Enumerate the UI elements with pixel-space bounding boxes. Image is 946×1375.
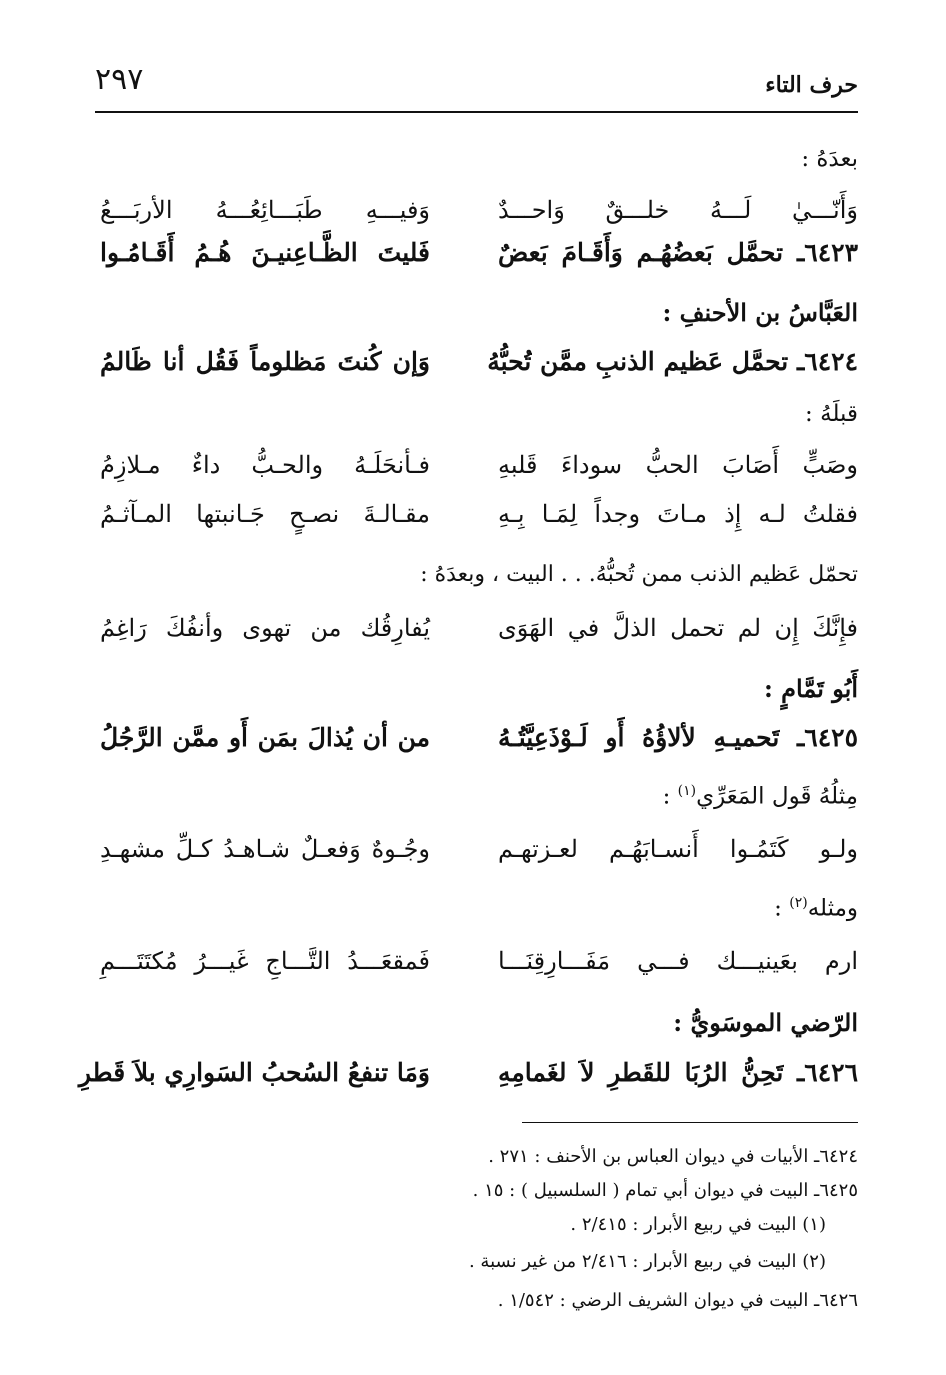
verse-hemistich: وصَبٍّ أَصَابَ الحبُّ سوداءَ قَلبهِ xyxy=(498,451,858,479)
footnote: ٦٤٢٤ـ الأبيات في ديوان العباس بن الأحنف : ٢٧١ . xyxy=(488,1146,858,1167)
intro-text: مِثلُهُ قَول المَعَرِّي xyxy=(696,783,858,810)
verse-line xyxy=(100,347,858,383)
verse-hemistich: وَإن كُنتَ مَظلوماً فَقُل أنا ظَالمُ xyxy=(100,347,430,376)
intro-line xyxy=(100,783,858,819)
verse-hemistich: مقـالـةَ نصـحٍ جَـانبتها المـآثـمُ xyxy=(100,500,430,528)
poet-name: الرّضي الموسَويُّ : xyxy=(673,1008,858,1037)
verse-line xyxy=(78,1058,858,1094)
verse-line xyxy=(100,614,858,650)
verse-hemistich: فَمقعَـــدُ التَّـــاجِ غَيـــرُ مُكتَتَـــمِ xyxy=(100,947,430,975)
verse-hemistich: ٦٤٢٦ـ تَحِنُّ الرُبَا للقَطرِ لاَ لغَمامِهِ xyxy=(498,1058,858,1087)
verse-hemistich: ٦٤٢٥ـ تَحميـهِ لألاؤُهُ أَو لَـوْذَعِيَّتُـهُ xyxy=(498,723,858,752)
prose-line: تحمّل عَظيم الذنب ممن تُحبُّهُ. . . البيت ، وبعدَهُ : xyxy=(420,562,858,587)
verse-hemistich: فإِنَّكَ إِن لم تحمل الذلَّ في الهَوَى xyxy=(498,614,858,642)
footnote: (١) البيت في ربيع الأبرار : ٢/٤١٥ . xyxy=(570,1214,826,1235)
verse-hemistich: ٦٤٢٣ـ تحمَّل بَعضُهُـم وَأَقَـامَ بَعضٌ xyxy=(498,238,858,267)
footnote-rule xyxy=(522,1122,858,1123)
intro-text: ومثله xyxy=(807,895,858,922)
verse-hemistich: وَمَا تنفعُ السُحبُ السَوارِي بلاَ قَطرِ xyxy=(78,1058,430,1087)
intro-colon: : xyxy=(662,783,678,810)
footnote-ref: (٢) xyxy=(789,895,808,911)
verse-line xyxy=(100,500,858,536)
verse-hemistich: وجُـوهٌ وَفعـلٌ شـاهـدُ كـلِّ مشهـدِ xyxy=(100,835,430,863)
poet-name: أَبُو تَمَّامٍ : xyxy=(763,674,858,703)
intro-colon: : xyxy=(774,895,790,922)
verse-hemistich: يُفارِقُك من تهوى وأنفُكَ رَاغِمُ xyxy=(100,614,430,642)
verse-hemistich: ٦٤٢٤ـ تحمَّل عَظيم الذنبِ ممَّن تُحبُّهُ xyxy=(487,347,858,376)
verse-line xyxy=(100,451,858,487)
running-head: حرف التاء xyxy=(765,72,858,98)
verse-line xyxy=(100,238,858,274)
verse-line xyxy=(100,723,858,759)
footnote: ٦٤٢٥ـ البيت في ديوان أبي تمام ( السلسبيل ) : ١٥ . xyxy=(472,1180,858,1201)
verse-line xyxy=(100,947,858,983)
poet-name: العَبَّاسُ بن الأحنفِ : xyxy=(662,298,858,327)
page-number: ٢٩٧ xyxy=(95,62,144,97)
verse-hemistich: فقلتُ لـه إِذ مـاتَ وجداً لِمَـا بِـهِ xyxy=(498,500,858,528)
page-header xyxy=(95,62,858,102)
verse-line xyxy=(100,835,858,871)
intro-line: قبلَهُ : xyxy=(805,401,858,427)
header-rule xyxy=(95,111,858,113)
verse-hemistich: فـأنحَلَـهُ والحـبُّ داءٌ مـلازِمُ xyxy=(100,451,430,479)
footnote-ref: (١) xyxy=(677,783,697,799)
intro-line: بعدَهُ : xyxy=(801,146,858,172)
footnote: ٦٤٢٦ـ البيت في ديوان الشريف الرضي : ١/٥٤٢ . xyxy=(497,1290,858,1311)
verse-hemistich: ارم بعَينيـــك فـــي مَفَـــارِقِنَـــا xyxy=(498,947,858,975)
verse-hemistich: وَفيـــهِ طَبَـــائِعُـــهُ الأربَـــعُ xyxy=(100,196,430,224)
footnote: (٢) البيت في ربيع الأبرار : ٢/٤١٦ من غير نسبة . xyxy=(468,1251,826,1272)
intro-line xyxy=(100,895,858,931)
verse-hemistich: فَليتَ الظَّـاعِنيـنَ هُـمُ أَقَـامُـوا xyxy=(100,238,430,267)
verse-hemistich: وَأَنّـــيٰ لَـــهُ خلـــقٌ وَاحـــدٌ xyxy=(498,196,858,224)
verse-line xyxy=(100,196,858,232)
verse-hemistich: من أن يُذالَ بمَن أَو ممَّن الرَّجُلُ xyxy=(100,723,430,752)
verse-hemistich: ولـو كَتَمُـوا أَنسـابَهُـم لعـزتهـم xyxy=(498,835,858,863)
